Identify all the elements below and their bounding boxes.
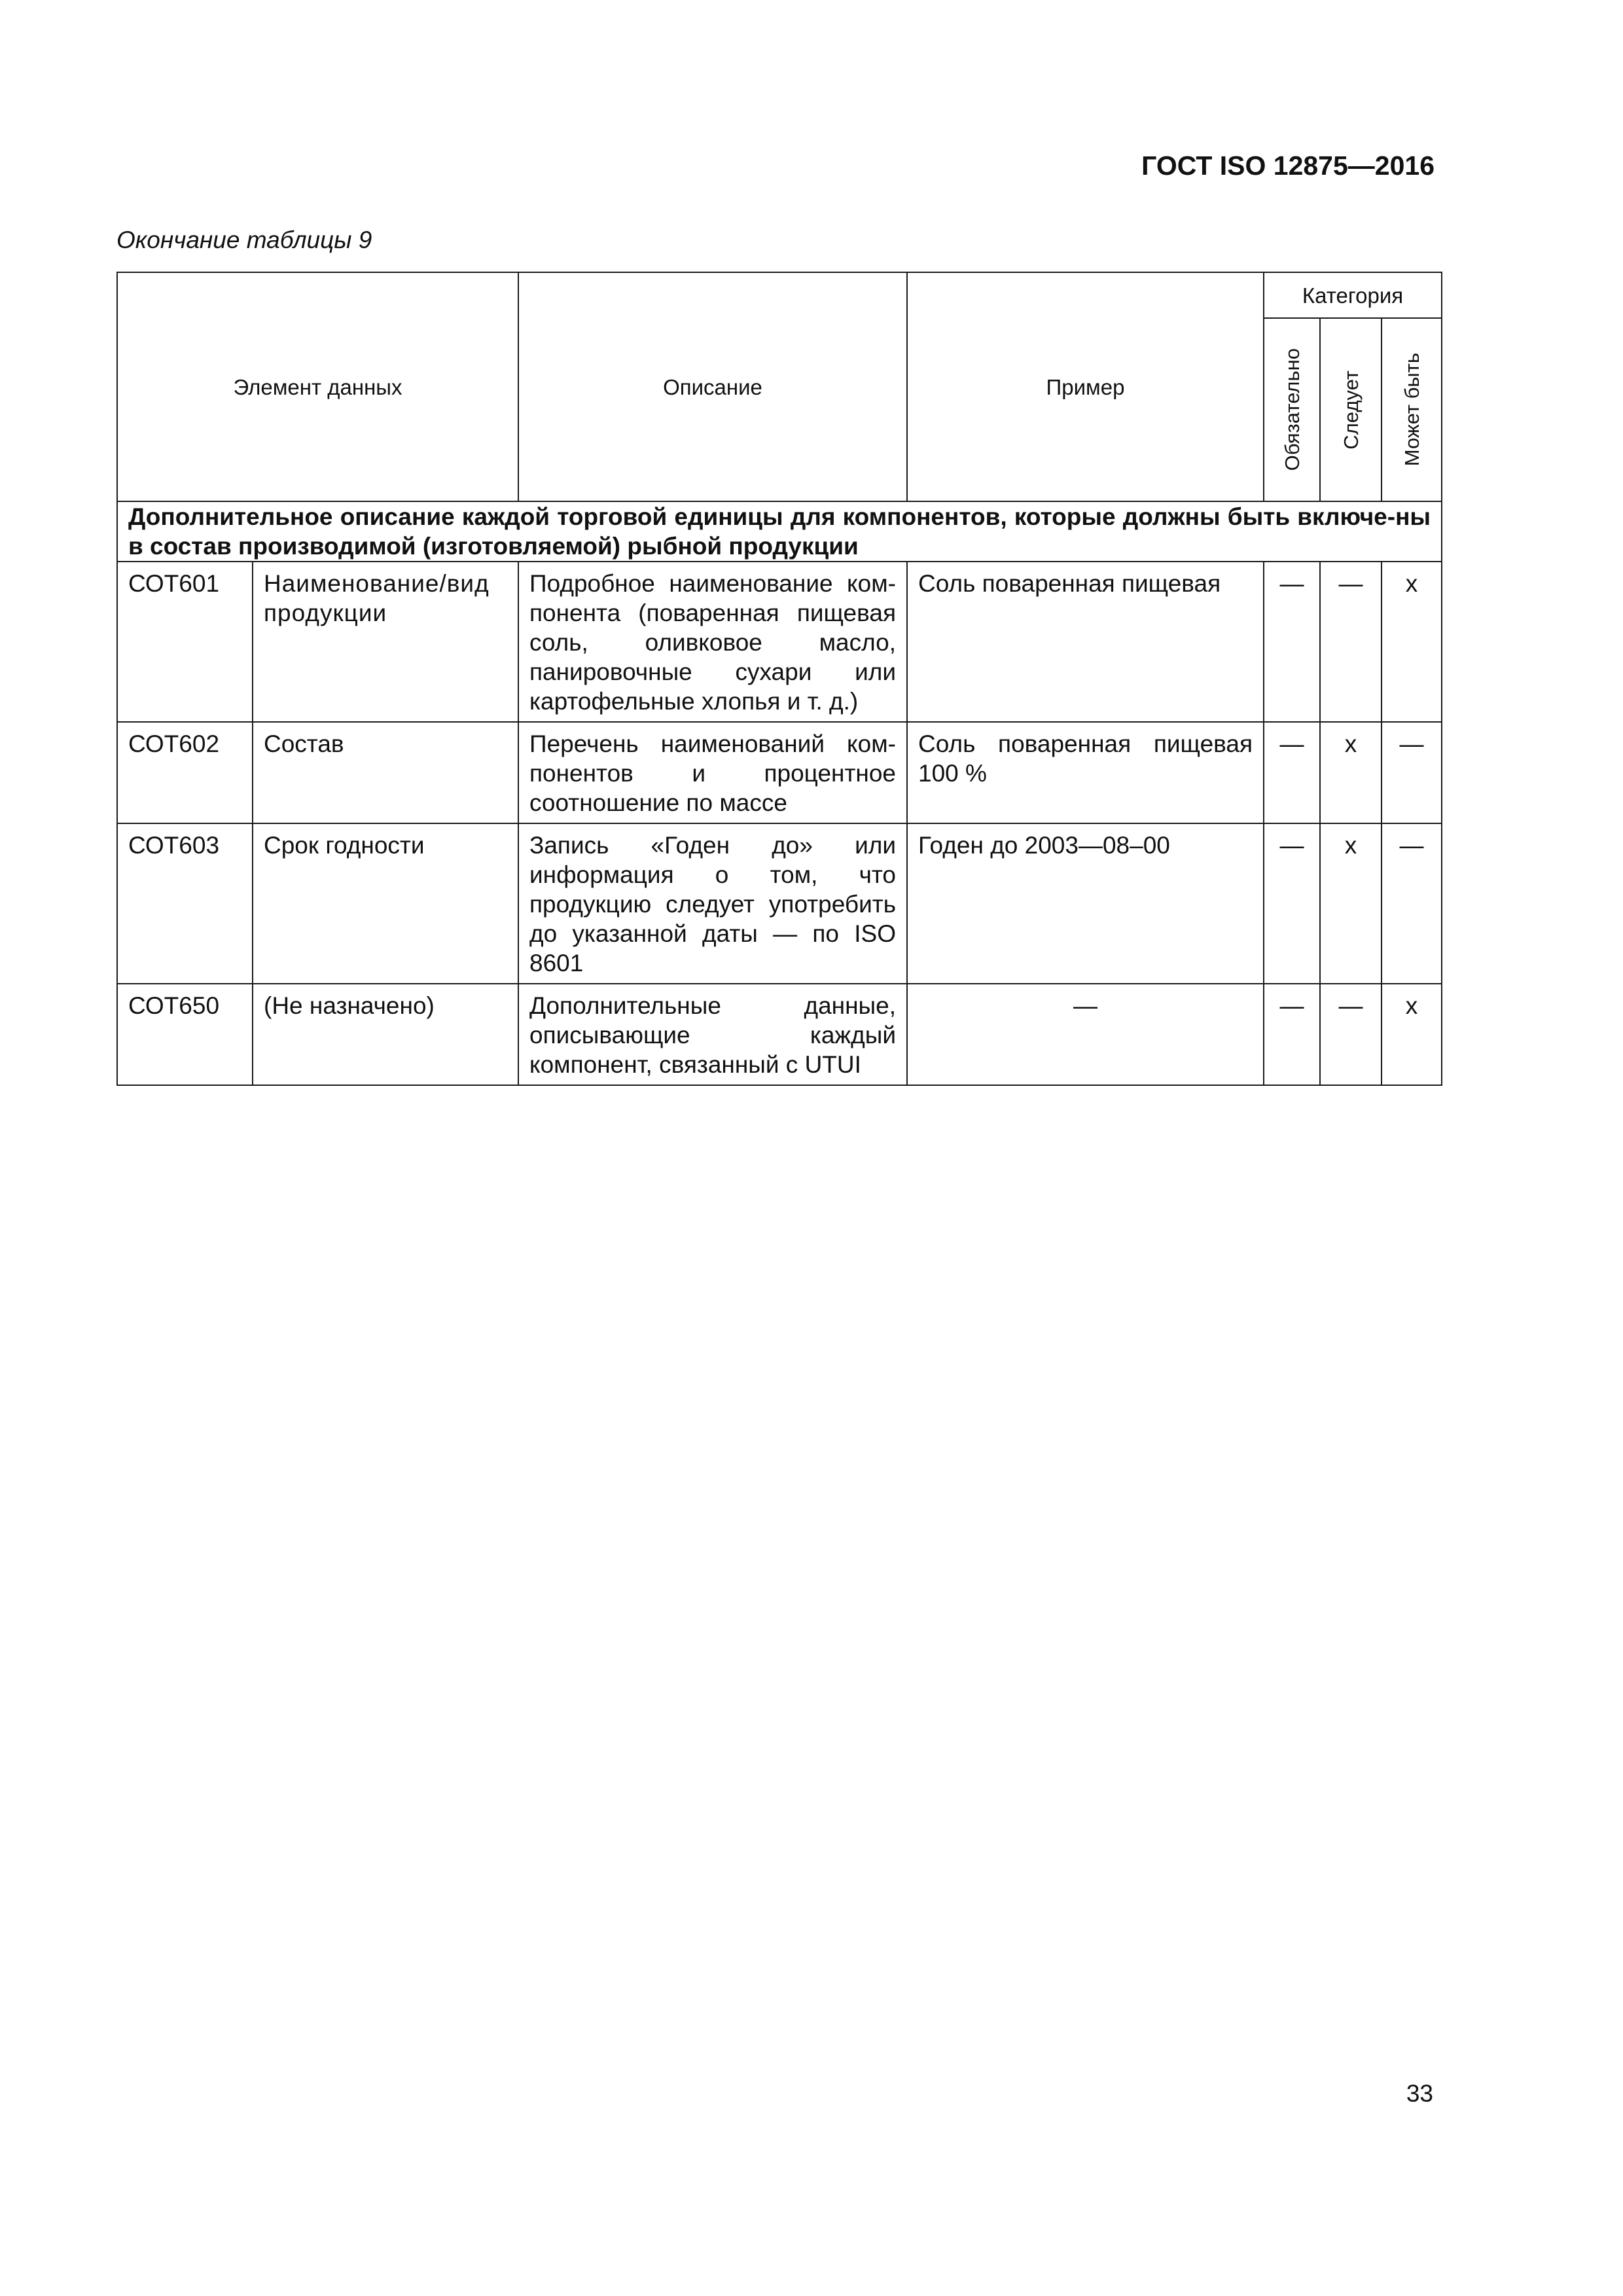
table-row [117, 722, 1442, 823]
table-caption: Окончание таблицы 9 [116, 226, 372, 253]
row-mandatory: — [1264, 984, 1320, 1085]
row-code: СОТ603 [117, 823, 253, 984]
header-may-label: Может быть [1400, 353, 1423, 467]
row-name: Наименование/вид продукции [253, 562, 518, 722]
row-may: — [1382, 823, 1442, 984]
row-description: Подробное наименование ком-понента (поваренная пищевая соль, оливковое масло, панировочные сухари или картофельные хлопья и т. д.) [518, 562, 907, 722]
row-should: x [1320, 823, 1382, 984]
row-example: Соль поваренная пищевая 100 % [907, 722, 1264, 823]
row-name: (Не назначено) [253, 984, 518, 1085]
row-description: Запись «Годен до» или информация о том, что продукцию следует употребить до указанной даты — по ISO 8601 [518, 823, 907, 984]
header-element: Элемент данных [117, 272, 518, 501]
table-row [117, 562, 1442, 722]
row-should: — [1320, 562, 1382, 722]
table-row [117, 984, 1442, 1085]
row-code: СОТ602 [117, 722, 253, 823]
row-example: Соль поваренная пищевая [907, 562, 1264, 722]
row-mandatory: — [1264, 722, 1320, 823]
row-should: x [1320, 722, 1382, 823]
header-should [1320, 318, 1382, 501]
page-number: 33 [1406, 2080, 1433, 2107]
table-row [117, 823, 1442, 984]
row-code: СОТ650 [117, 984, 253, 1085]
header-category: Категория [1264, 272, 1442, 318]
header-mandatory [1264, 318, 1320, 501]
row-should: — [1320, 984, 1382, 1085]
row-may: x [1382, 562, 1442, 722]
row-example: — [907, 984, 1264, 1085]
row-description: Дополнительные данные, описывающие каждый компонент, связанный с UTUI [518, 984, 907, 1085]
section-title: Дополнительное описание каждой торговой единицы для компонентов, которые должны быть включе-ны в состав производимой (изготовляемой) рыбной продукции [117, 501, 1442, 562]
header-example: Пример [907, 272, 1264, 501]
data-table [116, 272, 1442, 1086]
header-row [117, 272, 1442, 318]
header-may [1382, 318, 1442, 501]
row-may: x [1382, 984, 1442, 1085]
section-row [117, 501, 1442, 562]
row-example: Годен до 2003—08–00 [907, 823, 1264, 984]
row-mandatory: — [1264, 562, 1320, 722]
header-should-label: Следует [1339, 370, 1363, 450]
row-name: Срок годности [253, 823, 518, 984]
standard-code: ГОСТ ISO 12875—2016 [1141, 151, 1435, 181]
row-may: — [1382, 722, 1442, 823]
row-name: Состав [253, 722, 518, 823]
header-mandatory-label: Обязательно [1280, 348, 1304, 471]
header-description: Описание [518, 272, 907, 501]
row-description: Перечень наименований ком-понентов и процентное соотношение по массе [518, 722, 907, 823]
row-mandatory: — [1264, 823, 1320, 984]
row-code: СОТ601 [117, 562, 253, 722]
